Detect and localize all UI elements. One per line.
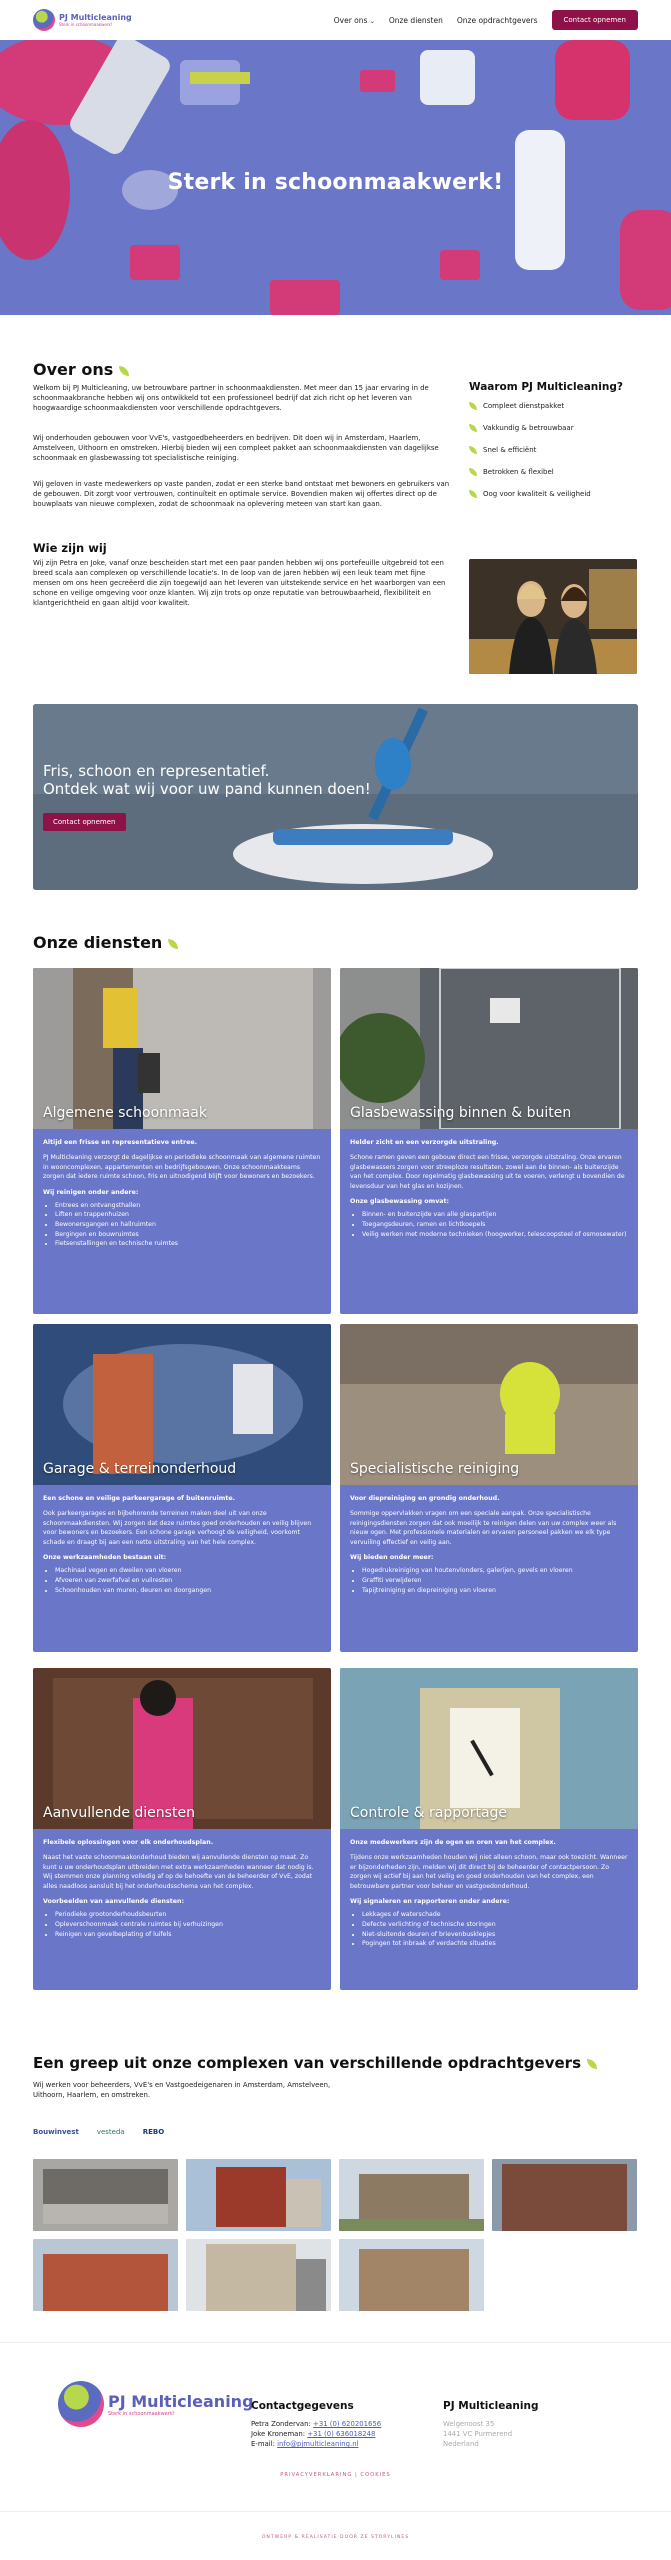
list-item: • Bergingen en bouwruimtes <box>55 1230 321 1240</box>
list-item: • Niet-sluitende deuren of brievenbusklepjes <box>362 1930 628 1940</box>
site-footer <box>0 2342 671 2560</box>
footer-contact-title: Contactgegevens <box>251 2400 354 2412</box>
complexes-title: Een greep uit onze complexen van verschillende opdrachtgevers <box>33 2054 597 2072</box>
service-card-lead: Onze medewerkers zijn de ogen en oren van het complex. <box>350 1839 556 1846</box>
footer-credit[interactable]: ONTWERP & REALISATIE DOOR ZE STORYLINES <box>261 2535 410 2540</box>
why-item: Oog voor kwaliteit & veiligheid <box>469 490 591 512</box>
banner-heading: Fris, schoon en representatief. Ontdek wat wij voor uw pand kunnen doen! <box>43 762 371 798</box>
contact-button[interactable]: Contact opnemen <box>552 10 639 30</box>
nav-item-onze-diensten[interactable]: Onze diensten <box>388 15 443 25</box>
list-item: • Hogedrukreiniging van houtenvlonders, galerijen, gevels en vloeren <box>362 1566 628 1576</box>
site-header <box>0 0 671 40</box>
service-card-title: Aanvullende diensten <box>43 1805 195 1821</box>
who-text: Wij zijn Petra en Joke, vanaf onze bescheiden start met een paar panden hebben wij ons portefeuille uitgebreid tot een breed scala aan complexen op verschillende locatie's. In de loop van de jaren hebben wij een leuk team met fijne mensen om ons heen gecreëerd die zijn toegewijd aan het leveren van uitstekende service en het waarborgen van een schone en veilige omgeving voor onze klanten. Wij zijn trots op onze reputatie van betrouwbaarheid, flexibiliteit en klantgerichtheid en gaan altijd voor kwaliteit. <box>33 559 446 607</box>
why-item: Snel & efficiënt <box>469 446 591 468</box>
footer-address-line: 1441 VC Purmerend <box>443 2430 513 2438</box>
service-card-text: PJ Multicleaning verzorgt de dagelijkse en periodieke schoonmaak van algemene ruimten in wooncomplexen, appartementen en bedrijfsgebouwen. Onze schoonmaakteams zorgen dat iedere ruimte schoon, fris en uitnodigend blijft voor bewoners en bezoekers. <box>43 1154 321 1181</box>
footer-address-line: Nederland <box>443 2440 479 2448</box>
service-card-image <box>340 968 638 1129</box>
service-card-title: Algemene schoonmaak <box>43 1105 207 1121</box>
service-card-text: Sommige oppervlakken vragen om een speciale aanpak. Onze specialistische reinigingsdiensten zorgen dat ook moeilijk te reinigen delen van uw complex weer als nieuw ogen. Met professionele materialen en ervaren personeel pakken we elk type vervuiling effectief en veilig aan. <box>350 1510 617 1546</box>
service-card-title: Glasbewassing binnen & buiten <box>350 1105 572 1121</box>
leaf-bullet-icon <box>469 424 477 432</box>
footer-company-title: PJ Multicleaning <box>443 2400 539 2412</box>
phone-link[interactable]: +31 (0) 620201656 <box>313 2420 382 2428</box>
service-card-lead: Altijd een frisse en representatieve entree. <box>43 1139 198 1146</box>
complex-photo[interactable] <box>339 2159 484 2231</box>
complex-photo[interactable] <box>186 2159 331 2231</box>
nav-item-over-ons[interactable]: Over ons ⌄ <box>333 15 375 25</box>
service-card <box>33 1324 331 1652</box>
complex-photo[interactable] <box>33 2239 178 2311</box>
leaf-icon <box>119 366 129 376</box>
partner-logos <box>33 2128 164 2136</box>
list-item: • Bewonersgangen en hallruimten <box>55 1220 321 1230</box>
why-item: Compleet dienstpakket <box>469 402 591 424</box>
service-card-list <box>43 1910 321 1939</box>
service-card-list-title: Voorbeelden van aanvullende diensten: <box>43 1898 185 1906</box>
list-item: • Graffiti verwijderen <box>362 1576 628 1586</box>
who-title: Wie zijn wij <box>33 541 107 555</box>
service-card <box>33 968 331 1314</box>
about-title: Over ons <box>33 360 129 379</box>
list-item: • Fietsenstallingen en technische ruimtes <box>55 1239 321 1249</box>
service-card-title: Specialistische reiniging <box>350 1461 520 1477</box>
service-card-list-title: Onze glasbewassing omvat: <box>350 1198 450 1206</box>
service-card-list-title: Wij bieden onder meer: <box>350 1554 434 1562</box>
service-card-list <box>350 1910 628 1948</box>
list-item: • Lekkages of waterschade <box>362 1910 628 1920</box>
list-item: • Veilig werken met moderne technieken (hoogwerker, telescoopsteel of osmosewater) <box>362 1230 628 1240</box>
list-item: • Entrees en ontvangsthallen <box>55 1201 321 1211</box>
footer-legal-links[interactable]: PRIVACYVERKLARING | COOKIES <box>280 2472 391 2478</box>
team-photo <box>469 559 637 674</box>
list-item: • Toegangsdeuren, ramen en lichtkoepels <box>362 1220 628 1230</box>
list-item: • Schoonhouden van muren, deuren en doorgangen <box>55 1586 321 1596</box>
email-link[interactable]: info@pjmulticleaning.nl <box>277 2440 359 2448</box>
complex-photo[interactable] <box>492 2159 637 2231</box>
services-title: Onze diensten <box>33 933 178 952</box>
leaf-bullet-icon <box>469 446 477 454</box>
about-paragraph-2: Wij onderhouden gebouwen voor VvE's, vastgoedbeheerders en bedrijven. Dit doen wij in Amsterdam, Haarlem, Amstelveen, Uithoorn en omstreken. Hierbij bieden wij een compleet pakket aan schoonmaakdiensten van dagelijkse schoonmaak en glasbewassing tot specialistische reiniging. <box>33 434 439 462</box>
complex-photo[interactable] <box>186 2239 331 2311</box>
complex-photo[interactable] <box>339 2239 484 2311</box>
list-item: • Tapijtreiniging en diepreiniging van vloeren <box>362 1586 628 1596</box>
list-item: • Machinaal vegen en dweilen van vloeren <box>55 1566 321 1576</box>
leaf-bullet-icon <box>469 468 477 476</box>
complex-photo[interactable] <box>33 2159 178 2231</box>
service-card-lead: Een schone en veilige parkeergarage of buitenruimte. <box>43 1495 236 1502</box>
nav-item-onze-opdrachtgevers[interactable]: Onze opdrachtgevers <box>456 15 538 25</box>
why-item: Betrokken & flexibel <box>469 468 591 490</box>
service-card-image <box>33 1668 331 1829</box>
list-item: • Liften en trappenhuizen <box>55 1210 321 1220</box>
why-item: Vakkundig & betrouwbaar <box>469 424 591 446</box>
service-card-image <box>33 968 331 1129</box>
leaf-bullet-icon <box>469 490 477 498</box>
list-item: • Afvoeren van zwerfafval en vuilresten <box>55 1576 321 1586</box>
hero-title: Sterk in schoonmaakwerk! <box>167 170 504 195</box>
list-item: • Reinigen van gevelbeplating of luifels <box>55 1930 321 1940</box>
service-card-image <box>340 1324 638 1485</box>
logo-text: PJ Multicleaning <box>59 12 132 22</box>
service-card-image <box>33 1324 331 1485</box>
list-item: • Periodieke grootonderhoudsbeurten <box>55 1910 321 1920</box>
service-card-list-title: Onze werkzaamheden bestaan uit: <box>43 1554 167 1562</box>
footer-contact-row: E-mail: info@pjmulticleaning.nl <box>251 2440 359 2448</box>
complexes-intro: Wij werken voor beheerders, VvE's en Vastgoedeigenaren in Amsterdam, Amstelveen, Uithoorn, Haarlem, en omstreken. <box>33 2081 331 2099</box>
service-card-list <box>43 1566 321 1595</box>
footer-logo[interactable] <box>58 2381 254 2427</box>
service-card-lead: Helder zicht en een verzorgde uitstraling. <box>350 1139 499 1146</box>
service-card-list-title: Wij reinigen onder andere: <box>43 1188 139 1196</box>
service-card-list <box>43 1201 321 1249</box>
service-card <box>340 1668 638 1990</box>
phone-link[interactable]: +31 (0) 636018248 <box>307 2430 376 2438</box>
partner-logo-vesteda: vesteda <box>96 2128 125 2136</box>
list-item: • Defecte verlichting of technische storingen <box>362 1920 628 1930</box>
service-card-text: Ook parkeergarages en bijbehorende terreinen maken deel uit van onze schoonmaakdiensten. Wij zorgen dat deze ruimtes goed onderhouden en veilig blijven voor bewoners en bezoekers. Een schone garage verhoogt de veiligheid, voorkomt schade en draagt bij aan een nette uitstraling van het hele complex. <box>43 1510 312 1546</box>
service-card <box>33 1668 331 1990</box>
about-paragraph-3: Wij geloven in vaste medewerkers op vaste panden, zodat er een sterke band ontstaat met bewoners en gebruikers van de gebouwen. Dit zorgt voor vertrouwen, continuïteit en optimale service. Bovendien maken wij offertes direct op de bouwplaats van nieuwe complexen, zodat de schoonmaak na oplevering meteen van start kan gaan. <box>33 480 450 508</box>
logo-mark-icon <box>58 2381 104 2427</box>
list-item: • Pogingen tot inbraak of verdachte situaties <box>362 1939 628 1949</box>
list-item: • Binnen- en buitenzijde van alle glaspartijen <box>362 1210 628 1220</box>
service-card-list-title: Wij signaleren en rapporteren onder andere: <box>350 1898 510 1906</box>
footer-contact-row: Petra Zondervan: +31 (0) 620201656 <box>251 2420 382 2428</box>
partner-logo-rebo: REBO <box>142 2128 165 2136</box>
footer-logo-text: PJ Multicleaning <box>108 2391 254 2411</box>
service-card-title: Garage & terreinonderhoud <box>43 1461 237 1477</box>
footer-contact-row: Joke Kroneman: +31 (0) 636018248 <box>251 2430 376 2438</box>
footer-logo-tagline: Sterk in schoonmaakwerk! <box>108 2410 175 2417</box>
cta-banner <box>33 704 638 890</box>
service-card-lead: Voor diepreiniging en grondig onderhoud. <box>350 1495 500 1502</box>
list-item: • Opleverschoonmaak centrale ruimtes bij verhuizingen <box>55 1920 321 1930</box>
service-card-image <box>340 1668 638 1829</box>
leaf-bullet-icon <box>469 402 477 410</box>
service-card-text: Schone ramen geven een gebouw direct een frisse, verzorgde uitstraling. Onze ervaren glasbewassers zorgen voor streeploze resultaten, zowel aan de binnen- als buitenzijde van het complex. Door regelmatig glasbewassing uit te voeren, verlengt u bovendien de levensduur van het glas en kozijnen. <box>350 1154 625 1190</box>
service-card-text: Tijdens onze werkzaamheden houden wij niet alleen schoon, maar ook toezicht. Wanneer er bijzonderheden zijn, melden wij dit direct bij de beheerder of contactpersoon. Zo zorgen wij actief bij aan het veilig en goed onderhouden van het complex, een betrouwbare partner voor beheer en vastgoedonderhoud. <box>350 1854 628 1890</box>
partner-logo-bouwinvest: Bouwinvest <box>33 2128 79 2136</box>
service-card-lead: Flexibele oplossingen voor elk onderhoudsplan. <box>43 1839 214 1846</box>
footer-address-line: Welgenoost 35 <box>443 2420 495 2428</box>
why-title: Waarom PJ Multicleaning? <box>469 381 623 393</box>
logo-mark-icon <box>33 9 55 31</box>
leaf-icon <box>587 2059 597 2069</box>
site-logo[interactable] <box>33 9 132 31</box>
chevron-down-icon: ⌄ <box>369 17 375 25</box>
service-card <box>340 1324 638 1652</box>
service-card-list <box>350 1210 628 1239</box>
main-nav <box>334 10 638 30</box>
hero-section <box>0 40 671 315</box>
service-card-title: Controle & rapportage <box>350 1805 508 1821</box>
about-paragraph-1: Welkom bij PJ Multicleaning, uw betrouwbare partner in schoonmaakdiensten. Met meer dan 15 jaar ervaring in de schoonmaakbranche hebben wij ons ontwikkeld tot een professioneel bedrijf dat zich richt op het leveren van hoogwaardige schoonmaakdiensten voor verschillende opdrachtgevers. <box>33 384 429 412</box>
service-card-list <box>350 1566 628 1595</box>
service-card-text: Naast het vaste schoonmaakonderhoud bieden wij aanvullende diensten op maat. Zo kunt u uw onderhoudsplan uitbreiden met extra werkzaamheden wanneer dat nodig is. Wij stemmen onze planning volledig af op de behoefte van de beheerder of VvE, zodat alles naadloos aansluit bij het onderhoudsschema van het complex. <box>43 1854 314 1890</box>
why-list <box>469 402 591 512</box>
logo-tagline: Sterk in schoonmaakwerk! <box>59 21 113 27</box>
footer-divider <box>0 2511 671 2512</box>
service-card <box>340 968 638 1314</box>
leaf-icon <box>168 939 178 949</box>
banner-contact-button[interactable]: Contact opnemen <box>43 813 126 831</box>
